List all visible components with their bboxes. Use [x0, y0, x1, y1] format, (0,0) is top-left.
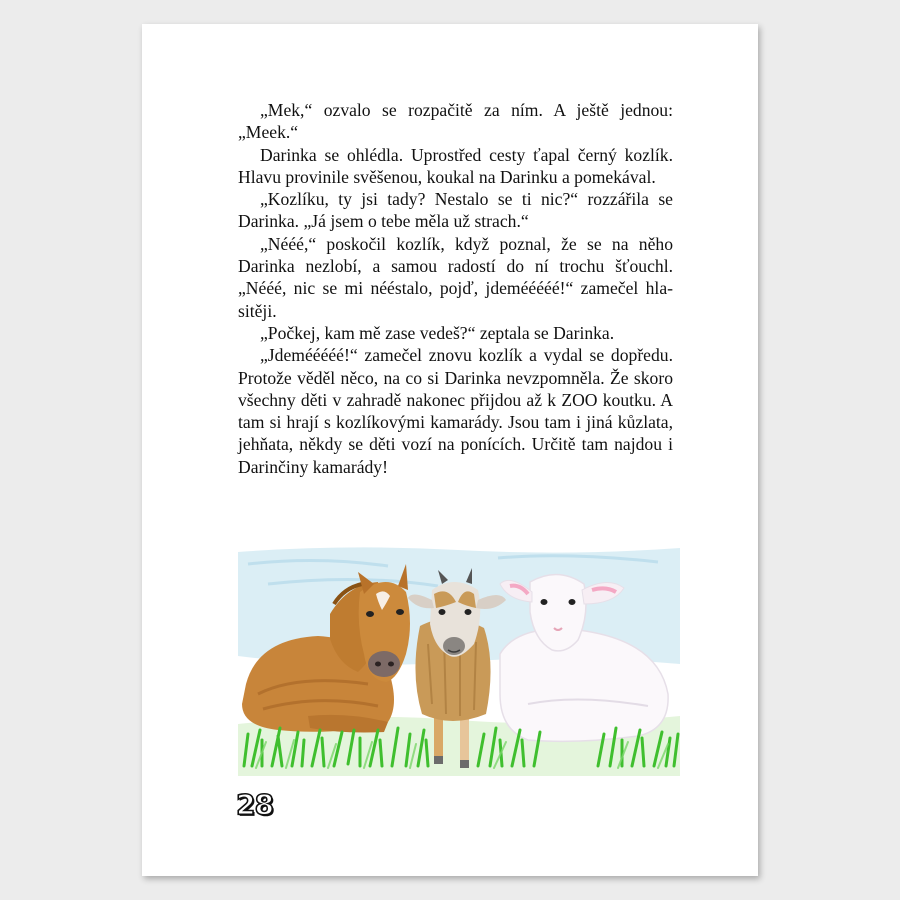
story-text: [238, 99, 673, 478]
book-page: [142, 24, 758, 876]
paragraph: Darinka se ohlédla. Uprostřed cesty ťapal černý kozlík. Hlavu provinile svěšenou, koukal na Darinku a pomekával.: [238, 144, 673, 187]
paragraph: „Mek,“ ozvalo se rozpačitě za ním. A ještě jednou: „Meek.“: [238, 100, 673, 143]
animals-illustration: [238, 544, 680, 776]
paragraph: „Počkej, kam mě zase vedeš?“ zeptala se Darinka.: [260, 322, 615, 343]
paragraph: „Nééé,“ poskočil kozlík, když poznal, že se na něho Darinka nezlobí, a samou radostí do ní trochu šťouchl. „Nééé, nic se mi nééstalo, pojď, jdemééééé!“ zamečel hlasitěji.: [238, 233, 673, 321]
paragraph: „Kozlíku, ty jsi tady? Nestalo se ti nic?“ rozzářila se Darinka. „Já jsem o tebe měla už strach.“: [238, 189, 673, 232]
page-number: 28: [236, 788, 273, 821]
paragraph: „Jdemééééé!“ zamečel znovu kozlík a vydal se dopředu. Protože věděl něco, na co si Darinka nevzpomněla. Že skoro všechny děti v zahradě nakonec přijdou až k ZOO koutku. A tam si hrají s kozlíkovými kamarády. Jsou tam i jiná kůzlata, jehňata, někdy se děti vozí na ponících. Určitě tam najdou i Darinčiny kamarády!: [238, 345, 673, 477]
